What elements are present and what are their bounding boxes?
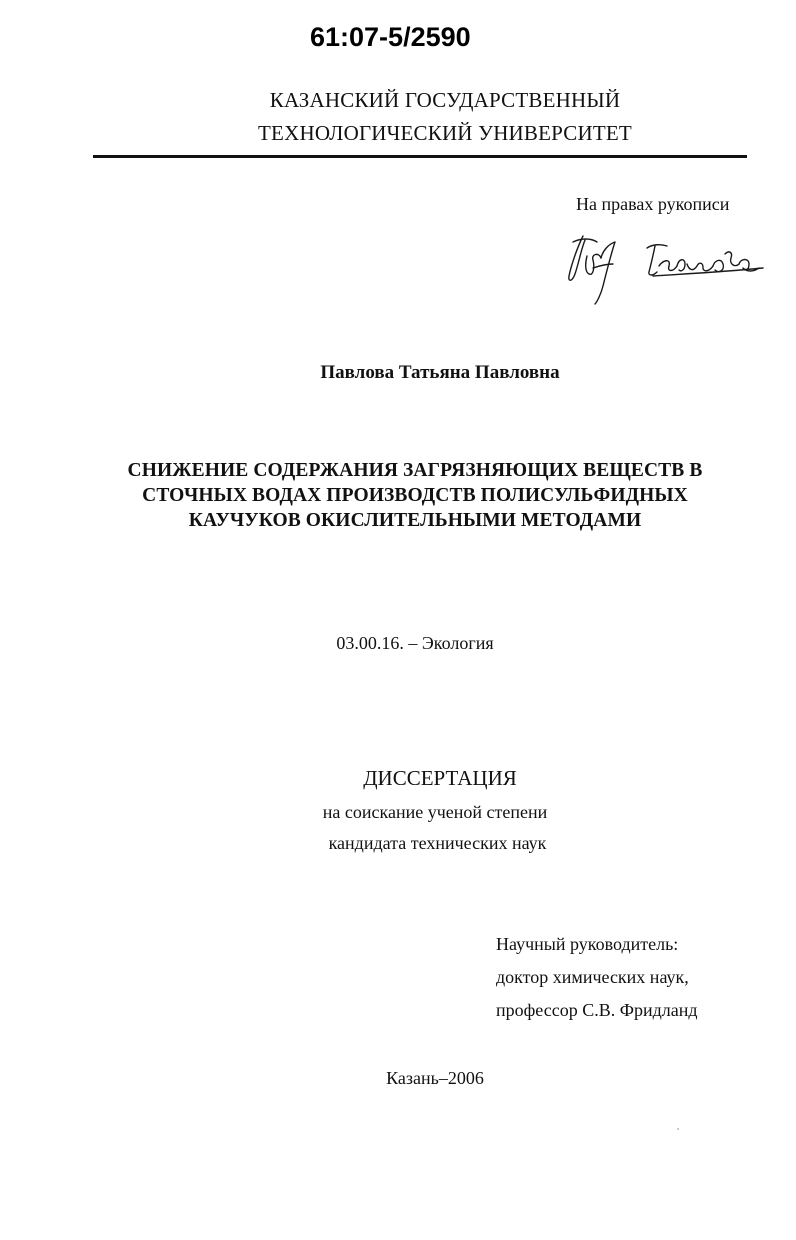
- specialty-code: 03.00.16. – Экология: [336, 633, 494, 653]
- university-name-line2: ТЕХНОЛОГИЧЕСКИЙ УНИВЕРСИТЕТ: [258, 121, 632, 145]
- catalog-number: 61:07-5/2590: [310, 22, 471, 52]
- thesis-title-line: СТОЧНЫХ ВОДАХ ПРОИЗВОДСТВ ПОЛИСУЛЬФИДНЫХ: [142, 485, 688, 506]
- document-type: ДИССЕРТАЦИЯ: [363, 766, 517, 790]
- manuscript-rights-note: На правах рукописи: [576, 194, 730, 214]
- university-name-line1: КАЗАНСКИЙ ГОСУДАРСТВЕННЫЙ: [269, 88, 621, 112]
- degree-line1: на соискание ученой степени: [322, 802, 548, 822]
- place-and-year: Казань–2006: [386, 1068, 484, 1088]
- scan-speck: [677, 1128, 679, 1130]
- thesis-title-line: СНИЖЕНИЕ СОДЕРЖАНИЯ ЗАГРЯЗНЯЮЩИХ ВЕЩЕСТВ В: [127, 460, 703, 481]
- supervisor-degree: доктор химических наук,: [496, 967, 689, 987]
- handwritten-signature: [563, 228, 768, 308]
- header-divider: [93, 155, 747, 158]
- supervisor-label: Научный руководитель:: [496, 934, 679, 954]
- degree-line2: кандидата технических наук: [328, 833, 547, 853]
- supervisor-name: профессор С.В. Фридланд: [496, 1000, 698, 1020]
- author-name: Павлова Татьяна Павловна: [320, 362, 560, 383]
- thesis-title-line: КАУЧУКОВ ОКИСЛИТЕЛЬНЫМИ МЕТОДАМИ: [188, 510, 642, 531]
